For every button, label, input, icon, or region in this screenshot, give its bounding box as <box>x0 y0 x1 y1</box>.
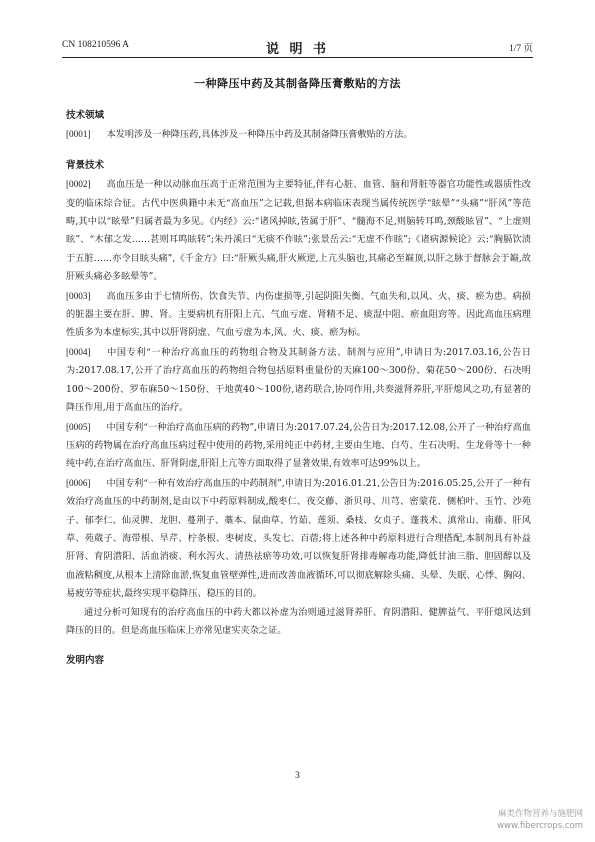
paragraph-0003 <box>66 287 531 343</box>
watermark-url: www.fibercrops.com <box>497 821 583 831</box>
paragraph-number: [0003] <box>66 290 91 301</box>
paragraph-number: [0002] <box>66 179 91 190</box>
header-divider <box>62 57 533 58</box>
paragraph-0005 <box>66 418 531 474</box>
paragraph-text: 本发明涉及一种降压药,具体涉及一种降压中药及其制备降压膏敷贴的方法。 <box>106 129 413 141</box>
watermark-site-name: 麻类作物营养与施肥网 <box>497 809 583 819</box>
paragraph-0001 <box>66 125 531 144</box>
paragraph-summary: 通过分析可知现有的治疗高血压的中药大都以补虚为治则通过滋肾养肝、育阴潜阳、健脾益气、平肝熄风达到降压的目的。但是高血压临床上亦常见虚实夹杂之证。 <box>66 606 531 636</box>
section-heading-invention-content: 发明内容 <box>66 655 105 667</box>
section-heading-background: 背景技术 <box>66 159 105 171</box>
section-heading-technical-field: 技术领域 <box>66 110 105 121</box>
paragraph-number: [0006] <box>66 477 91 488</box>
paragraph-text: 中国专利“一种治疗高血压的药物组合物及其制备方法、制剂与应用”,申请日为:2017.03.16,公告日为:2017.08.17,公开了治疗高血压的药物组合物包括原料重量份的天麻100～300份、菊花50～200份、石决明100～200份、罗布麻50～150份、干地黄40～100份,诸药联合,协同作用,共奏滋肾养肝,平肝熄风之功,有显著的降压作用,用于高血压的治疗。 <box>66 346 531 414</box>
page-info: 1/7 页 <box>508 44 533 54</box>
document-header <box>62 38 533 57</box>
paragraph-text: 高血压是一种以动脉血压高于正常范围为主要特征,伴有心脏、血管、脑和肾脏等器官功能性或器质性改变的临床综合征。古代中医典籍中未无“高血压”之记载,但据本病临床表现当属传统医学“眩晕”“头痛”“肝风”等范畴,其中以“眩晕”归属者最为多见。《内经》云:“诸风掉眩,皆属于肝”、“髓海不足,则脑转耳鸣,颈酸眩冒”、“上虚则眩”、“木郁之发……甚则耳鸣眩转”;朱丹溪曰“无痰不作眩”;张景岳云:“无虚不作眩”;《诸病源候论》云:“胸膈饮渍于五脏……亦令目眩头痛”,《千金方》曰:“肝厥头痛,肝火厥逆,上亢头脑也,其痛必至巅顶,以肝之脉于督脉会于巅,故肝厥头痛必多眩晕等”。 <box>66 179 531 283</box>
paragraph-0006 <box>66 474 531 604</box>
paragraph-text: 高血压多由于七情所伤、饮食失节、内伤虚损等,引起阴阳失衡、气血失和,以风、火、痰、瘀为患。病损的脏器主要在肝、脾、肾。主要病机有肝阳上亢、气血亏虚、肾精不足、痰湿中阻、瘀血阻窍等。因此高血压病理性质多为本虚标实,其中以肝肾阴虚、气血亏虚为本,风、火、痰、瘀为标。 <box>66 290 531 339</box>
paragraph-text: 中国专利“一种有效治疗高血压的中药制剂”,申请日为:2016.01.21,公告日为:2016.05.25,公开了一种有效治疗高血压的中药制剂,是由以下中药原料制成,酸枣仁、夜交藤、浙贝母、川芎、密蒙花、侧柏叶、玉竹、沙苑子、郁李仁、仙灵脾、龙胆、蔓荆子、藁本、鼠曲草、竹茹、莲须、桑枝、女贞子、蓬莪术、滇常山、南藤、肝风草、苑葳子、海带根、旱芹、柠条根、枣树皮、头发七、百蓿;将上述各种中药原料进行合理搭配,本制剂具有补益肝肾、育阴潜阳、活血消痰、利水泻火、清热祛瘀等功效,可以恢复肝肾排毒解毒功能,降低甘油三脂、胆固醇以及血液粘稠度,从根本上清除血淤,恢复血管壁弹性,进而改善血液循环,可以彻底解除头痛、头晕、失眠、心悸、胸闷、易疲劳等症状,最终实现平稳降压、稳压的目的。 <box>66 477 531 600</box>
document-title: 一种降压中药及其制备降压膏敷贴的方法 <box>194 77 401 90</box>
paragraph-0002 <box>66 175 531 286</box>
paragraph-text: 中国专利“一种治疗高血压病的药物”,申请日为:2017.07.24,公告日为:2017.12.08,公开了一种治疗高血压病的药物属在治疗高血压病过程中使用的药物,采用纯正中药材,主要由生地、白芍、生石决明、生龙骨等十一种纯中药,在治疗高血压、肝肾阴虚,肝阳上亢等方面取得了显著效果,有效率可达99%以上。 <box>66 421 531 470</box>
page-number: 3 <box>295 771 300 781</box>
paragraph-number: [0001] <box>66 129 91 140</box>
paragraph-number: [0005] <box>66 421 91 432</box>
document-body <box>66 107 531 671</box>
publication-number: CN 108210596 A <box>62 40 130 50</box>
paragraph-0004 <box>66 343 531 418</box>
document-type-label: 说 明 书 <box>265 42 330 57</box>
paragraph-number: [0004] <box>66 346 91 357</box>
site-watermark <box>497 808 583 832</box>
